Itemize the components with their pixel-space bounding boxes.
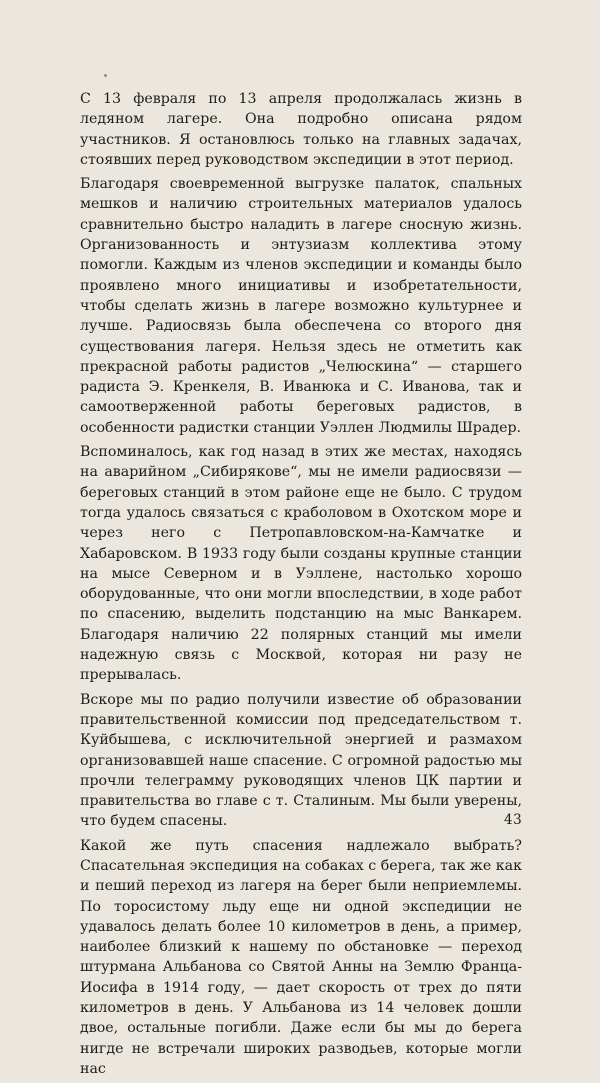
paper-speck (104, 74, 107, 77)
paragraph-1: С 13 февраля по 13 апреля продолжалась жизнь в ледяном лагере. Она подробно описана рядом участников. Я остановлюсь только на главных задачах, стоявших перед руководством экспедиции в этот период. (80, 91, 522, 168)
paragraph-5: Какой же путь спасения надлежало выбрать? Спасательная экспедиция на собаках с берега, так же как и пеший переход из лагеря на берег были неприемлемы. По торосистому льду еще ни одной экспедиции не удавалось делать более 10 километров в день, а пример, наиболее близкий к нашему по обстановке — переход штурмана Альбанова со Святой Анны на Землю Франца-Иосифа в 1914 году, — дает скорость от трех до пяти километров в день. У Альбанова из 14 человек дошли двое, остальные погибли. Даже если бы мы до берега нигде не встречали широких разводьев, которые могли нас (80, 837, 522, 1077)
paragraph-2: Благодаря своевременной выгрузке палаток, спальных мешков и наличию строительных материалов удалось сравнительно быстро наладить в лагере сносную жизнь. Организованность и энтузиазм коллектива этому помогли. Каждым из членов экспедиции и команды было проявлено много инициативы и изобретательности, чтобы сделать жизнь в лагере возможно культурнее и лучше. Радиосвязь была обеспечена со второго дня существования лагеря. Нельзя здесь не отметить как прекрасной работы радистов „Челюскина“ — старшего радиста Э. Кренкеля, В. Иванюка и С. Иванова, так и самоотверженной работы береговых радистов, в особенности радистки станции Уэллен Людмилы Шрадер. (80, 176, 522, 436)
paragraph-3: Вспоминалось, как год назад в этих же местах, находясь на аварийном „Сибирякове“, мы не имели радиосвязи — береговых станций в этом районе еще не было. С трудом тогда удалось связаться с краболовом в Охотском море и через него с Петропавловском-на-Камчатке и Хабаровском. В 1933 году были созданы крупные станции на мысе Северном и в Уэллене, настолько хорошо оборудованные, что они могли впоследствии, в ходе работ по спасению, выделить подстанцию на мыс Ванкарем. Благодаря наличию 22 полярных станций мы имели надежную связь с Москвой, которая ни разу не прерывалась. (80, 444, 522, 684)
paragraph-4: Вскоре мы по радио получили известие об образовании правительственной комиссии под председательством т. Куйбышева, с исключительной энергией и размахом организовавшей наше спасение. С огромной радостью мы прочли телеграмму руководящих членов ЦК партии и правительства во главе с т. Сталиным. Мы были уверены, что будем спасены. (80, 691, 522, 830)
page-number: 43 (504, 812, 523, 828)
body-text (80, 89, 522, 1083)
